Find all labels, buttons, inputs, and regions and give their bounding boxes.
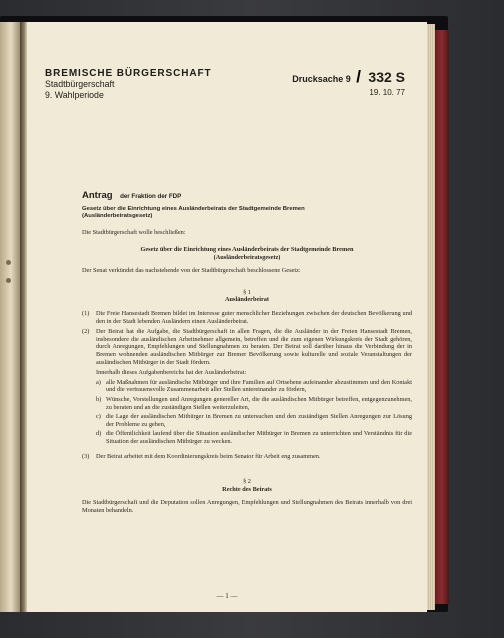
doc-title-line2: (Ausländerbeiratsgesetz) — [82, 213, 153, 220]
document-body — [82, 206, 412, 514]
section2-mark: § 2 — [243, 478, 251, 486]
item-text: alle Maßnahmen für ausländische Mitbürger und ihre Familien auf Ortsebene aufeinander abzustimmen und den Kontakt und die vertrauensvolle Zusammenarbeit aller Stellen untereinander zu fördern, — [106, 378, 412, 394]
drucksache-label: Drucksache 9 — [292, 74, 351, 84]
item-letter: b) — [96, 395, 102, 403]
paragraph-text: Die Freie Hansestadt Bremen bildet im Interesse guter menschlicher Beziehungen zwischen der deutschen Bevölkerung und den in der Stadt lebenden Ausländern einen Ausländerbeirat. — [96, 309, 412, 325]
motion-word: Antrag — [82, 190, 113, 201]
legislative-period: 9. Wahlperiode — [45, 90, 104, 100]
document-date: 19. 10. 77 — [369, 88, 405, 97]
senate-text: Der Senat verkündet das nachstehende von der Stadtbürgerschaft beschlossene Gesetz: — [82, 267, 301, 275]
item-text: Wünsche, Vorstellungen und Anregungen genereller Art, die die ausländischen Mitbürger betreffen, entgegenzunehmen, zu beraten und an die zuständigen Stellen weiterzuleiten, — [106, 395, 412, 411]
paragraph-2 — [82, 328, 412, 366]
paragraph-text: Der Beirat hat die Aufgabe, die Stadtbürgerschaft in allen Fragen, die die Ausländer in der Freien Hansestadt Bremen, insbesondere die ausländischen Arbeitnehmer allgemein, betreffen und die zum eigenen Wirkungskreis der Stadt gehören, durch Anregungen, Empfehlungen und Stellungnahmen zu beraten. Der Beirat soll darüber hinaus die Verbindung der in Bremen wohnenden ausländischen Mitbürger zur Bremer Bevölkerung sowie kulturelle und soziale Veranstaltungen der ausländischen Mitbürger in der Stadt fördern. — [96, 328, 412, 366]
law-title-line1: Gesetz über die Einrichtung eines Ausländerbeirats der Stadtgemeinde Bremen — [140, 246, 354, 253]
intro-text: Die Stadtbürgerschaft wolle beschließen: — [82, 229, 186, 237]
duty-item — [96, 430, 412, 445]
document-reference — [292, 67, 405, 97]
motion-faction: der Fraktion der FDP — [120, 193, 182, 200]
duty-item — [96, 396, 412, 411]
paragraph-number: (1) — [82, 309, 90, 317]
law-title-line2: (Ausländerbeiratsgesetz) — [213, 253, 281, 261]
item-text: die Öffentlichkeit laufend über die Situation ausländischer Mitbürger in Bremen zu unterrichten und Verständnis für die Situation der ausländischen Mitbürger zu wecken. — [106, 430, 412, 445]
paragraph-1 — [82, 310, 412, 325]
book-binding — [435, 30, 449, 604]
paragraph-3 — [82, 453, 412, 461]
letterhead — [45, 68, 211, 101]
page-number: — 1 — — [216, 592, 238, 600]
duties-intro: Innerhalb dieses Aufgabenbereichs hat der Ausländerbeirat: — [96, 369, 247, 377]
document-page — [27, 22, 427, 612]
page-stack-edge — [427, 24, 435, 610]
section2-title: Rechte des Beirats — [222, 485, 272, 493]
duty-item — [96, 413, 412, 428]
paragraph-number: (2) — [82, 328, 90, 336]
page-gutter — [20, 22, 27, 612]
item-letter: c) — [96, 413, 101, 421]
duty-item — [96, 379, 412, 394]
left-page-edge — [0, 22, 20, 612]
org-name: BREMISCHE BÜRGERSCHAFT — [45, 68, 212, 79]
paragraph-text: Der Beirat arbeitet mit dem Koordinierungskreis beim Senator für Arbeit eng zusammen. — [96, 453, 321, 461]
reference-slash: / — [356, 67, 361, 86]
binding-hole — [6, 278, 11, 283]
motion-heading — [82, 185, 181, 203]
binding-hole — [6, 260, 11, 265]
doc-title-line1: Gesetz über die Einrichtung eines Ausländerbeirats der Stadtgemeinde Bremen — [82, 206, 305, 212]
item-letter: a) — [96, 378, 101, 386]
paragraph-number: (3) — [82, 453, 90, 461]
section1-mark: § 1 — [243, 288, 251, 296]
item-letter: d) — [96, 430, 102, 438]
item-text: die Lage der ausländischen Mitbürger in Bremen zu untersuchen und den zuständigen Stellen Anregungen zur Lösung der Probleme zu geben, — [106, 413, 412, 428]
section2-text: Die Stadtbürgerschaft und die Deputation sollen Anregungen, Empfehlungen und Stellungnahmen des Beirats innerhalb von drei Monaten behandeln. — [82, 499, 412, 514]
drucksache-number: 332 S — [368, 69, 405, 85]
org-chamber: Stadtbürgerschaft — [45, 79, 115, 89]
section1-title: Ausländerbeirat — [224, 296, 270, 304]
